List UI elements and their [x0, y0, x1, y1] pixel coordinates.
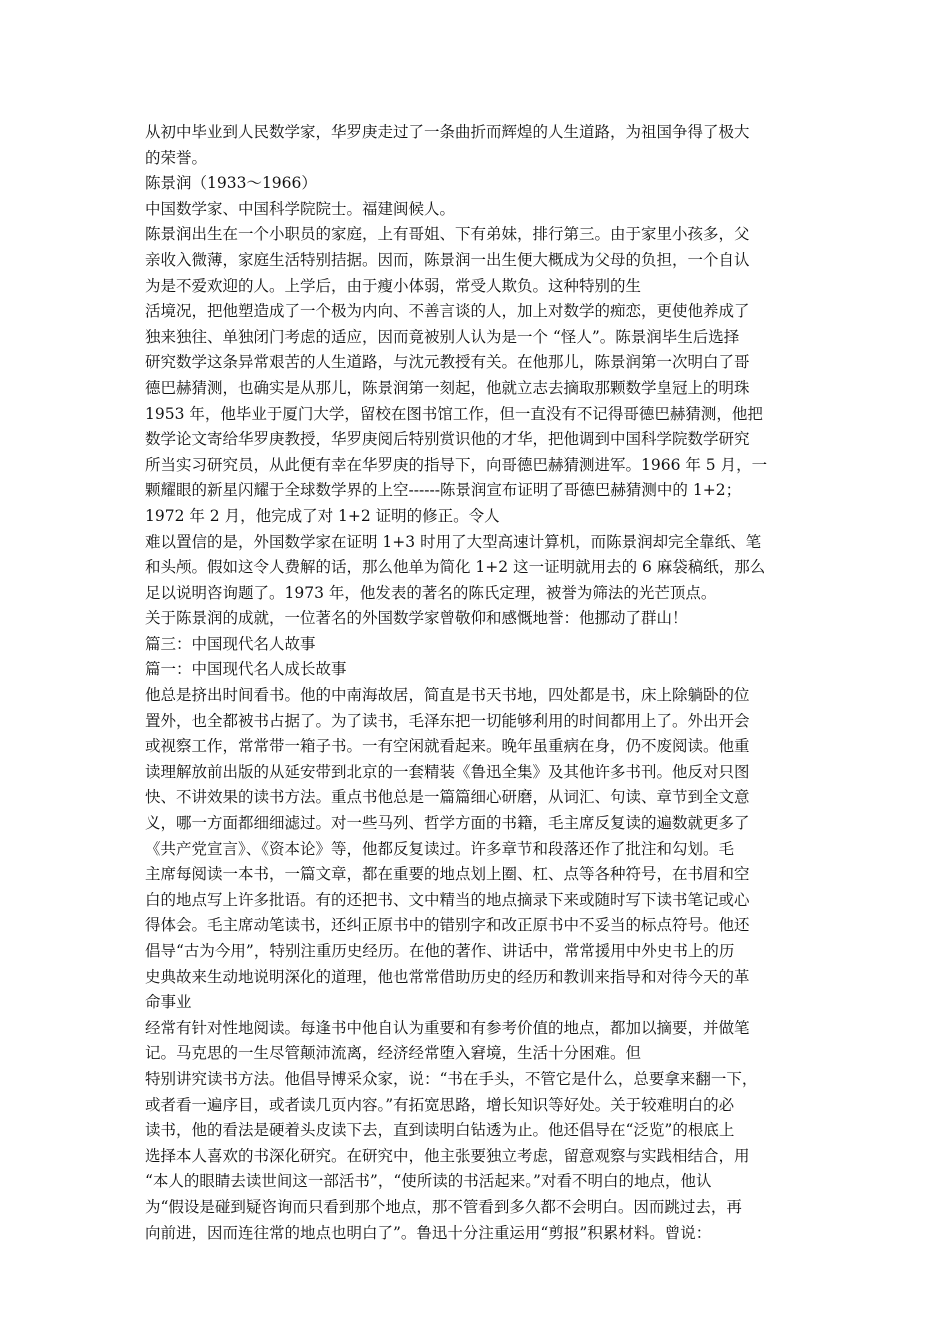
- text-line: 倡导“古为今用”，特别注重历史经历。在他的著作、讲话中，常常援用中外史书上的历: [145, 942, 735, 960]
- text-line: 篇三：中国现代名人故事: [145, 634, 316, 653]
- text-line: 中国数学家、中国科学院院士。福建闽候人。: [145, 199, 456, 218]
- text-line: 独来独往、单独闭门考虑的适应，因而竟被别人认为是一个 “怪人”。陈景润毕生后选择: [145, 327, 740, 346]
- text-line: 得体会。毛主席动笔读书，还纠正原书中的错别字和改正原书中不妥当的标点符号。他还: [145, 916, 750, 935]
- text-line: 或者看一遍序目，或者读几页内容。”有拓宽思路，增长知识等好处。关于较难明白的必: [145, 1095, 735, 1114]
- text-line: 命事业: [145, 993, 192, 1012]
- text-line: 亲收入微薄，家庭生活特别拮据。因而，陈景润一出生便大概成为父母的负担，一个自认: [145, 250, 750, 269]
- document-body: [145, 120, 813, 1246]
- text-line: 陈景润（1933～1966）: [145, 174, 317, 193]
- text-line: 活境况，把他塑造成了一个极为内向、不善言谈的人，加上对数学的痴恋，更使他养成了: [145, 302, 750, 321]
- text-line: 德巴赫猜测，也确实是从那儿，陈景润第一刻起，他就立志去摘取那颗数学皇冠上的明珠: [145, 378, 750, 397]
- text-line: 读书，他的看法是硬着头皮读下去，直到读明白钻透为止。他还倡导在“泛览”的根底上: [145, 1121, 735, 1140]
- text-line: 为是不爱欢迎的人。上学后，由于瘦小体弱，常受人欺负。这种特别的生: [145, 276, 642, 295]
- text-line: 义，哪一方面都细细滤过。对一些马列、哲学方面的书籍，毛主席反复读的遍数就更多了: [145, 814, 750, 833]
- text-line: 或视察工作，常常带一箱子书。一有空闲就看起来。晚年虽重病在身，仍不废阅读。他重: [145, 737, 750, 756]
- text-line: 《共产党宣言》、《资本论》等，他都反复读过。许多章节和段落还作了批注和勾划。毛: [145, 839, 735, 858]
- text-line: 数学论文寄给华罗庚教授，华罗庚阅后特别赏识他的才华，把他调到中国科学院数学研究: [145, 430, 750, 449]
- text-line: 经常有针对性地阅读。每逢书中他自认为重要和有参考价值的地点，都加以摘要，并做笔: [145, 1018, 750, 1037]
- text-line: 从初中毕业到人民数学家，华罗庚走过了一条曲折而辉煌的人生道路，为祖国争得了极大: [145, 123, 750, 141]
- text-line: 选择本人喜欢的书深化研究。在研究中，他主张要独立考虑，留意观察与实践相结合，用: [145, 1146, 750, 1165]
- text-line: 读理解放前出版的从延安带到北京的一套精装《鲁迅全集》及其他许多书刊。他反对只图: [145, 762, 750, 781]
- text-line: 的荣誉。: [145, 148, 208, 167]
- text-line: 史典故来生动地说明深化的道理，他也常常借助历史的经历和教训来指导和对待今天的革: [145, 967, 750, 986]
- text-line: 白的地点写上许多批语。有的还把书、文中精当的地点摘录下来或随时写下读书笔记或心: [145, 890, 750, 909]
- text-line: 1972 年 2 月，他完成了对 1+2 证明的修正。令人: [145, 506, 500, 525]
- text-line: 关于陈景润的成就，一位著名的外国数学家曾敬仰和感慨地誉：他挪动了群山！: [145, 609, 688, 628]
- text-line: 为“假设是碰到疑咨询而只看到那个地点，那不管看到多久都不会明白。因而跳过去，再: [145, 1197, 742, 1216]
- text-line: 所当实习研究员，从此便有幸在华罗庚的指导下，向哥德巴赫猜测进军。1966 年 5 月，一: [145, 455, 768, 474]
- text-line: 难以置信的是，外国数学家在证明 1+3 时用了大型高速计算机，而陈景润却完全靠纸、笔: [145, 532, 762, 551]
- text-line: 快、不讲效果的读书方法。重点书他总是一篇篇细心研磨，从词汇、句读、章节到全文意: [145, 788, 750, 807]
- text-line: 和头颅。假如这令人费解的话，那么他单为简化 1+2 这一证明就用去的 6 麻袋稿纸，那么: [145, 558, 766, 577]
- text-line: “本人的眼睛去读世间这一部活书”，“使所读的书活起来。”对看不明白的地点，他认: [145, 1172, 712, 1191]
- text-line: 记。马克思的一生尽管颠沛流离，经济经常堕入窘境，生活十分困难。但: [145, 1044, 642, 1063]
- text-line: 向前进，因而连往常的地点也明白了”。鲁迅十分注重运用“剪报”积累材料。曾说：: [145, 1223, 712, 1242]
- text-line: 篇一：中国现代名人成长故事: [145, 660, 347, 679]
- text-line: 颗耀眼的新星闪耀于全球数学界的上空------陈景润宣布证明了哥德巴赫猜测中的 1+2；: [145, 481, 742, 500]
- text-line: 特别讲究读书方法。他倡导博采众家，说：“书在手头，不管它是什么，总要拿来翻一下，: [145, 1069, 758, 1088]
- text-line: 置外，也全都被书占据了。为了读书，毛泽东把一切能够利用的时间都用上了。外出开会: [145, 711, 750, 730]
- text-line: 足以说明咨询题了。1973 年，他发表的著名的陈氏定理，被誉为筛法的光芒顶点。: [145, 583, 717, 602]
- text-line: 他总是挤出时间看书。他的中南海故居，简直是书天书地，四处都是书，床上除躺卧的位: [145, 686, 750, 705]
- text-line: 研究数学这条异常艰苦的人生道路，与沈元教授有关。在他那儿，陈景润第一次明白了哥: [145, 353, 750, 372]
- text-line: 主席每阅读一本书，一篇文章，都在重要的地点划上圈、杠、点等各种符号，在书眉和空: [145, 865, 750, 884]
- text-line: 1953 年，他毕业于厦门大学，留校在图书馆工作，但一直没有不记得哥德巴赫猜测，他把: [145, 404, 763, 423]
- text-line: 陈景润出生在一个小职员的家庭，上有哥姐、下有弟妹，排行第三。由于家里小孩多，父: [145, 225, 750, 244]
